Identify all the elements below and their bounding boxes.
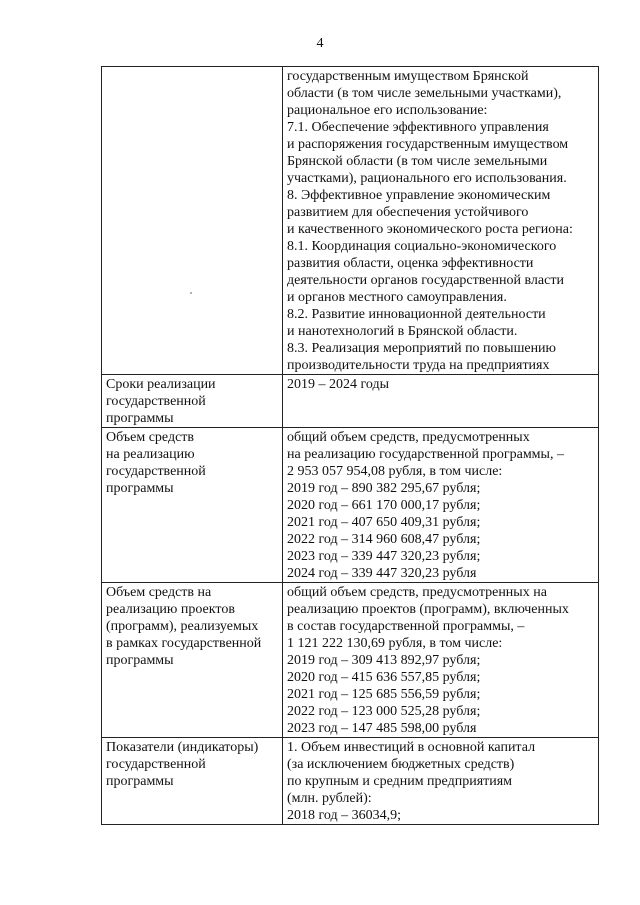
value-line: 2020 год – 415 636 557,85 рубля; [287, 670, 481, 685]
row-label-cell [102, 583, 283, 738]
row-value-cell [283, 375, 599, 428]
label-line: государственной [106, 464, 206, 479]
value-line: 2 953 057 954,08 рубля, в том числе: [287, 464, 503, 479]
scan-artifact [190, 292, 192, 294]
table-row [102, 583, 599, 738]
table-row [102, 428, 599, 583]
row-label-cell [102, 375, 283, 428]
value-line: 1. Объем инвестиций в основной капитал [287, 740, 536, 755]
value-line: 8. Эффективное управление экономическим [287, 188, 551, 203]
value-line: производительности труда на предприятиях [287, 358, 550, 373]
label-line: программы [106, 411, 174, 426]
table-row [102, 67, 599, 375]
value-line: государственным имуществом Брянской [287, 69, 529, 84]
value-line: 2020 год – 661 170 000,17 рубля; [287, 498, 481, 513]
value-line: и органов местного самоуправления. [287, 290, 507, 305]
value-line: реализацию проектов (программ), включенных [287, 602, 569, 617]
label-line: программы [106, 653, 174, 668]
row-value-cell [283, 583, 599, 738]
label-line: программы [106, 774, 174, 789]
row-value-cell [283, 428, 599, 583]
program-passport-table [101, 66, 599, 825]
value-line: Брянской области (в том числе земельными [287, 154, 548, 169]
table-row [102, 375, 599, 428]
value-line: (за исключением бюджетных средств) [287, 757, 515, 772]
value-line: области (в том числе земельными участками), [287, 86, 562, 101]
value-line: 7.1. Обеспечение эффективного управления [287, 120, 549, 135]
value-line: 1 121 222 130,69 рубля, в том числе: [287, 636, 503, 651]
label-line: на реализацию [106, 447, 195, 462]
value-line: деятельности органов государственной власти [287, 273, 564, 288]
value-line: участками), рационального его использования. [287, 171, 567, 186]
value-line: общий объем средств, предусмотренных на [287, 585, 547, 600]
label-line: Показатели (индикаторы) [106, 740, 259, 755]
value-line: рациональное его использование: [287, 103, 488, 118]
row-label-cell [102, 67, 283, 375]
value-line: 2023 год – 339 447 320,23 рубля; [287, 549, 481, 564]
value-line: 2023 год – 147 485 598,00 рубля [287, 721, 477, 736]
label-line: государственной [106, 394, 206, 409]
value-line: 2024 год – 339 447 320,23 рубля [287, 566, 477, 581]
value-line: 2019 год – 890 382 295,67 рубля; [287, 481, 481, 496]
value-line: и нанотехнологий в Брянской области. [287, 324, 518, 339]
row-label-cell [102, 738, 283, 825]
value-line: 2019 год – 309 413 892,97 рубля; [287, 653, 481, 668]
value-line: 2021 год – 407 650 409,31 рубля; [287, 515, 481, 530]
value-line: и распоряжения государственным имуществом [287, 137, 569, 152]
label-line: в рамках государственной [106, 636, 262, 651]
value-line: (млн. рублей): [287, 791, 372, 806]
value-line: 8.1. Координация социально-экономического [287, 239, 557, 254]
label-line: реализацию проектов [106, 602, 235, 617]
value-line: по крупным и средним предприятиям [287, 774, 513, 789]
table-row [102, 738, 599, 825]
label-line: Объем средств на [106, 585, 212, 600]
row-value-cell [283, 738, 599, 825]
value-line: развития области, оценка эффективности [287, 256, 534, 271]
value-line: 8.2. Развитие инновационной деятельности [287, 307, 546, 322]
value-line: и качественного экономического роста региона: [287, 222, 573, 237]
value-line: в состав государственной программы, – [287, 619, 525, 634]
value-line: на реализацию государственной программы, – [287, 447, 564, 462]
value-line: 2019 – 2024 годы [287, 377, 390, 392]
label-line: (программ), реализуемых [106, 619, 259, 634]
value-line: 2022 год – 123 000 525,28 рубля; [287, 704, 481, 719]
label-line: государственной [106, 757, 206, 772]
label-line: программы [106, 481, 174, 496]
value-line: 2022 год – 314 960 608,47 рубля; [287, 532, 481, 547]
value-line: развитием для обеспечения устойчивого [287, 205, 529, 220]
label-line: Сроки реализации [106, 377, 216, 392]
row-label-cell [102, 428, 283, 583]
value-line: 2021 год – 125 685 556,59 рубля; [287, 687, 481, 702]
value-line: 8.3. Реализация мероприятий по повышению [287, 341, 557, 356]
label-line: Объем средств [106, 430, 195, 445]
value-line: 2018 год – 36034,9; [287, 808, 402, 823]
value-line: общий объем средств, предусмотренных [287, 430, 530, 445]
page-number: 4 [316, 36, 324, 51]
row-value-cell [283, 67, 599, 375]
